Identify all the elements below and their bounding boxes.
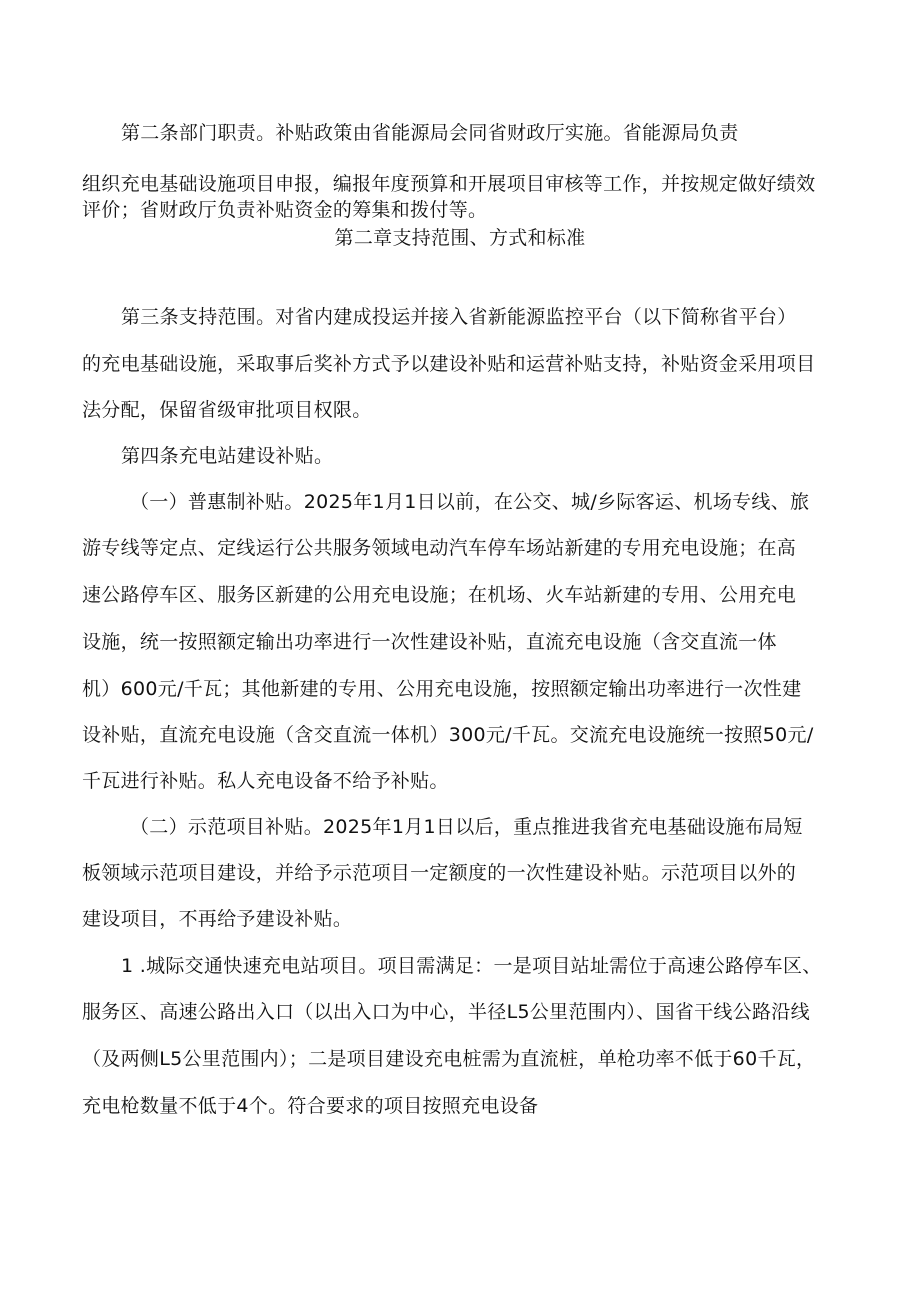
subitem1-line-3: （及两侧L5公里范围内）；二是项目建设充电桩需为直流桩，单枪功率不低于60千瓦， [82,1048,816,1070]
item1-line-5: 机）600元/千瓦；其他新建的专用、公用充电设施，按照额定输出功率进行一次性建 [82,678,802,700]
article2-line-1: 第二条部门职责。补贴政策由省能源局会同省财政厅实施。省能源局负责 [121,122,739,144]
item1-line-6: 设补贴，直流充电设施（含交直流一体机）300元/千瓦。交流充电设施统一按照50元/ [82,724,814,746]
item1-line-4: 设施，统一按照额定输出功率进行一次性建设补贴，直流充电设施（含交直流一体 [82,631,777,653]
article2-line-2: 组织充电基础设施项目申报，编报年度预算和开展项目审核等工作，并按规定做好绩效 [82,173,816,195]
article3-line-3: 法分配，保留省级审批项目权限。 [82,399,372,421]
item1-line-3: 速公路停车区、服务区新建的公用充电设施；在机场、火车站新建的专用、公用充电 [82,584,797,606]
item2-line-1: （二）示范项目补贴。2025年1月1日以后，重点推进我省充电基础设施布局短 [130,816,803,838]
item1-line-7: 千瓦进行补贴。私人充电设备不给予补贴。 [82,770,449,792]
subitem1-line-4: 充电枪数量不低于4个。符合要求的项目按照充电设备 [82,1095,539,1117]
article4-heading: 第四条充电站建设补贴。 [121,445,334,467]
chapter-heading: 第二章支持范围、方式和标准 [334,227,586,249]
article2-line-3: 评价；省财政厅负责补贴资金的筹集和拨付等。 [82,199,488,221]
subitem1-line-2: 服务区、高速公路出入口（以出入口为中心，半径L5公里范围内）、国省干线公路沿线 [82,1001,810,1023]
article3-line-2: 的充电基础设施，采取事后奖补方式予以建设补贴和运营补贴支持，补贴资金采用项目 [82,353,816,375]
item1-line-1: （一）普惠制补贴。2025年1月1日以前，在公交、城/乡际客运、机场专线、旅 [130,491,810,513]
item2-line-3: 建设项目，不再给予建设补贴。 [82,908,353,930]
subitem1-line-1: 1 .城际交通快速充电站项目。项目需满足：一是项目站址需位于高速公路停车区、 [121,955,822,977]
article3-line-1: 第三条支持范围。对省内建成投运并接入省新能源监控平台（以下简称省平台） [121,306,797,328]
item1-line-2: 游专线等定点、定线运行公共服务领域电动汽车停车场站新建的专用充电设施；在高 [82,537,797,559]
item2-line-2: 板领域示范项目建设，并给予示范项目一定额度的一次性建设补贴。示范项目以外的 [82,862,797,884]
